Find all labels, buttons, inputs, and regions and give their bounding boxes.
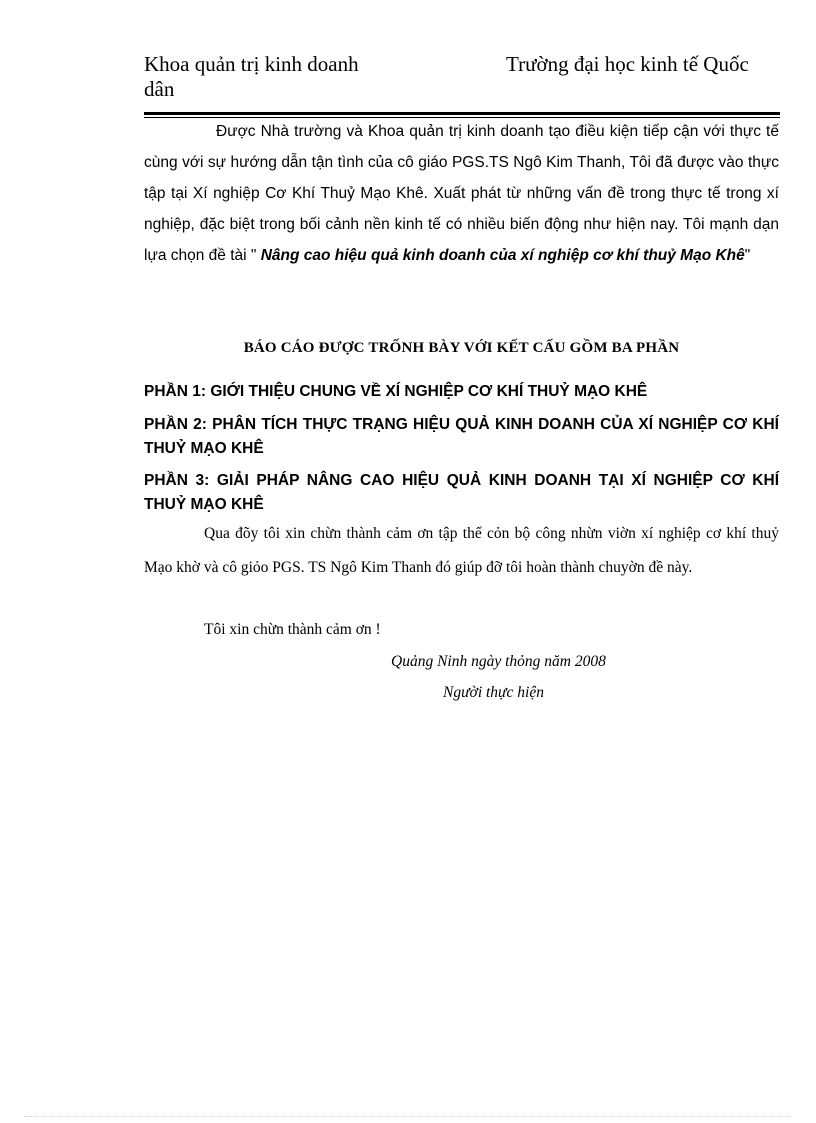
part-2-heading: PHẦN 2: PHÂN TÍCH THỰC TRẠNG HIỆU QUẢ KINH DOANH CỦA XÍ NGHIỆP CƠ KHÍ THUỶ MẠO KHÊ	[144, 416, 779, 457]
signature-name: Người thực hiện	[443, 684, 544, 701]
intro-paragraph	[144, 116, 779, 271]
part-3-heading: PHẦN 3: GIẢI PHÁP NÂNG CAO HIỆU QUẢ KINH DOANH TẠI XÍ NGHIỆP CƠ KHÍ THUỶ MẠO KHÊ	[144, 472, 779, 513]
header-university: Trường đại học kinh tế Quốc	[506, 52, 749, 76]
header-university-continuation: dân	[144, 77, 175, 101]
intro-quote-end: "	[744, 247, 751, 264]
signature-date: Quảng Ninh ngày thỏng năm 2008	[391, 653, 606, 670]
intro-text: Được Nhà trường và Khoa quản trị kinh doanh tạo điều kiện tiếp cận với thực tế cùng với sự hướng dẫn tận tình của cô giáo PGS.TS Ngô Kim Thanh, Tôi đã được vào thực tập tại Xí nghiệp Cơ Khí Thuỷ Mạo Khê. Xuất phát từ những vấn đề trong thực tế trong xí nghiệp, đặc biệt trong bối cảnh nền kinh tế có nhiều biến động như hiện nay. Tôi mạnh dạn lựa chọn đề tài "	[144, 123, 779, 264]
header-faculty: Khoa quản trị kinh doanh	[144, 52, 359, 76]
thanks-line: Tôi xin chừn thành cảm ơn !	[204, 621, 381, 638]
header-rule-thick	[144, 112, 780, 115]
page-header	[144, 52, 784, 102]
footer-divider	[24, 1116, 792, 1117]
section-title: BÁO CÁO ĐƯỢC TRỐNH BÀY VỚI KẾT CẤU GỒM BA PHẦN	[243, 340, 680, 356]
thanks-paragraph: Qua đõy tôi xin chừn thành cảm ơn tập thể cỏn bộ công nhừn viờn xí nghiệp cơ khí thuỷ Mạo khờ và cô giỏo PGS. TS Ngô Kim Thanh đó giúp đỡ tôi hoàn thành chuyờn đề này.	[144, 525, 779, 576]
thesis-topic: Nâng cao hiệu quả kinh doanh của xí nghiệp cơ khí thuỷ Mạo Khê	[260, 247, 745, 264]
part-1-heading: PHẦN 1: GIỚI THIỆU CHUNG VỀ XÍ NGHIỆP CƠ KHÍ THUỶ MẠO KHÊ	[144, 383, 648, 400]
